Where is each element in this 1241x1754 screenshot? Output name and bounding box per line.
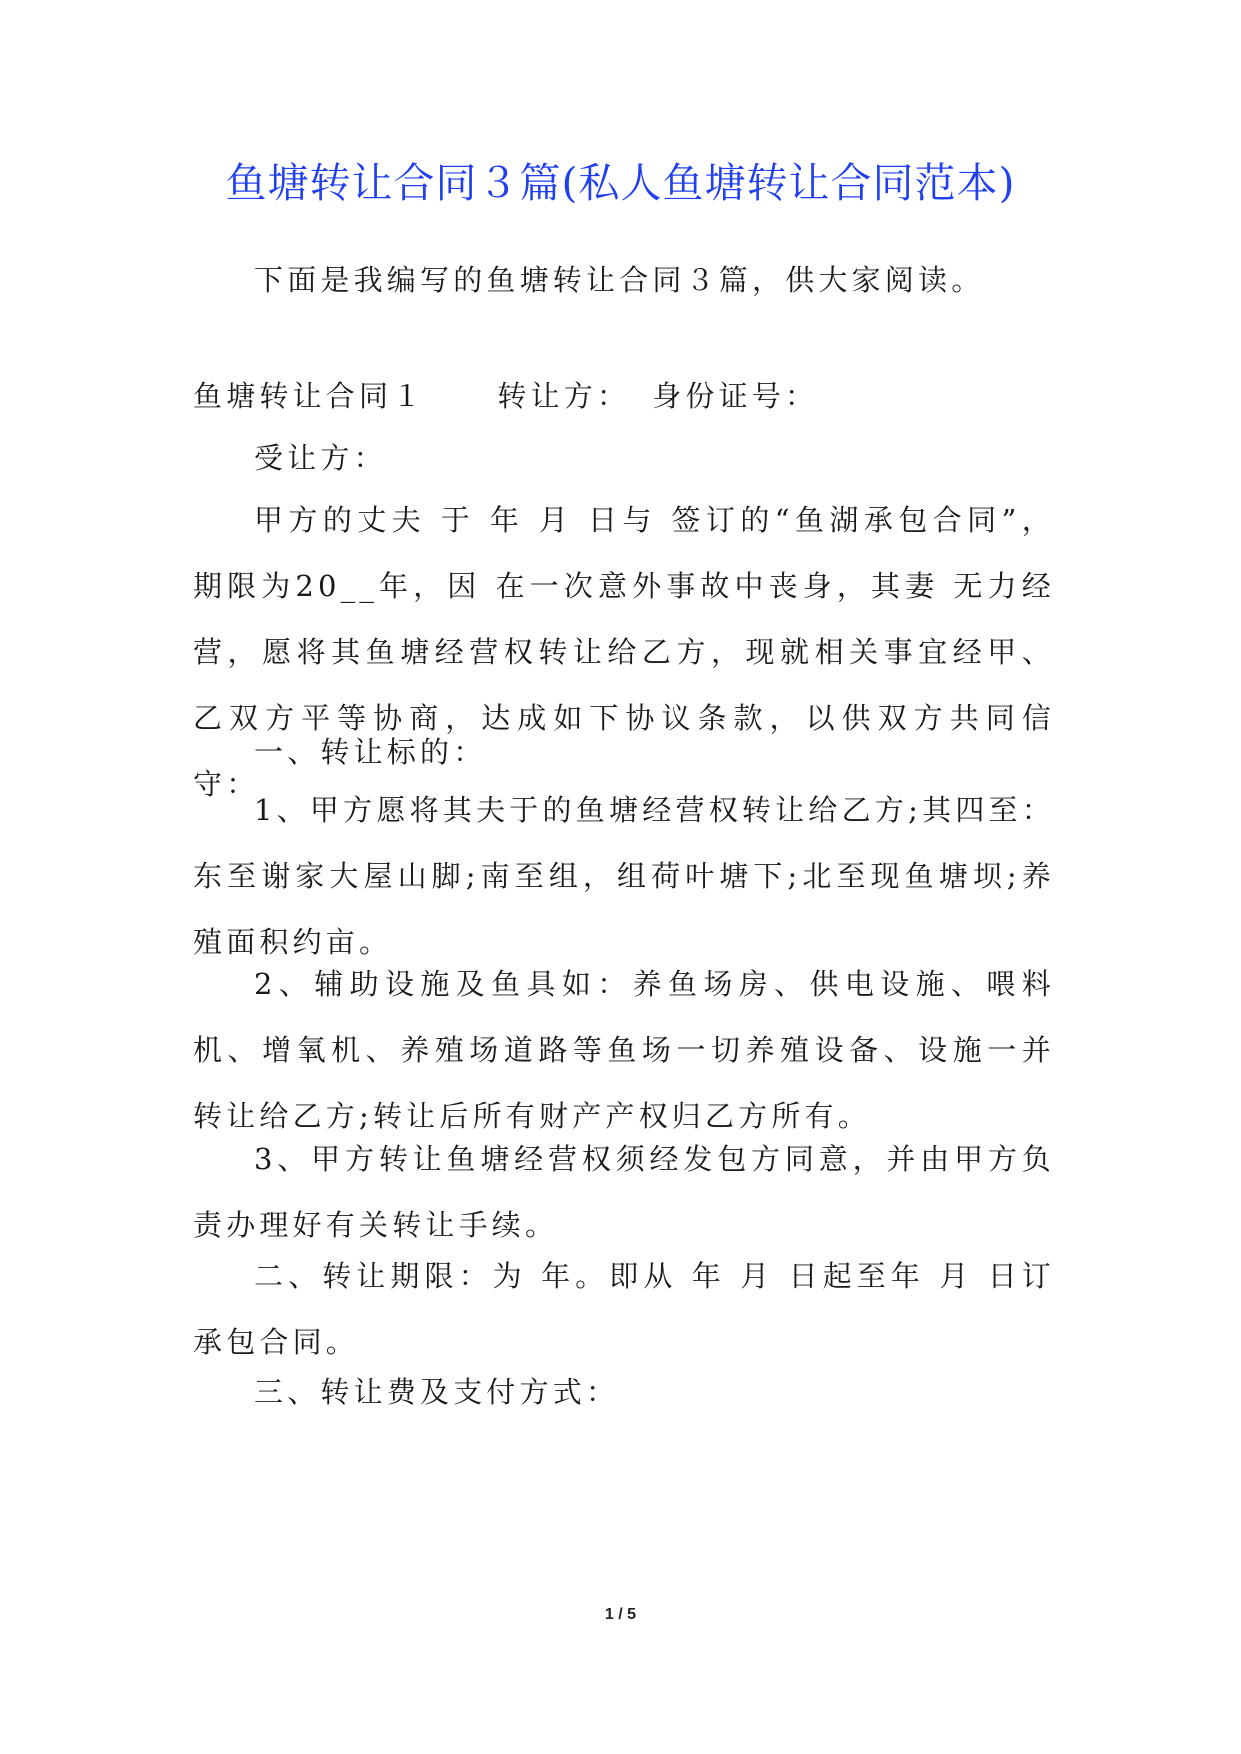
paragraph-preamble: 甲方的丈夫 于 年 月 日与 签订的“鱼湖承包合同”，期限为20__年，因 在一次意外事故中丧身，其妻 无力经营，愿将其鱼塘经营权转让给乙方，现就相关事宜经甲、乙双方平等协商，达成如下协议条款，以供双方共同信守： xyxy=(193,503,1055,801)
clause-2: 2、辅助设施及鱼具如：养鱼场房、供电设施、喂料机、增氧机、养殖场道路等鱼场一切养殖设备、设施一并转让给乙方;转让后所有财产产权归乙方所有。 xyxy=(193,967,1055,1133)
transferee-label: 受让方： xyxy=(254,441,387,475)
section-heading-transfer-fee: 三、转让费及支付方式： xyxy=(254,1375,620,1409)
intro-paragraph: 下面是我编写的鱼塘转让合同３篇，供大家阅读。 xyxy=(254,263,985,297)
clause-3: 3、甲方转让鱼塘经营权须经发包方同意，并由甲方负责办理好有关转让手续。 xyxy=(193,1142,1055,1242)
section-heading-transfer-period: 二、转让期限：为 年。即从 年 月 日起至年 月 日订承包合同。 xyxy=(193,1259,1055,1359)
document-title: 鱼塘转让合同３篇(私人鱼塘转让合同范本) xyxy=(225,159,1016,207)
section-heading-transfer-subject: 一、转让标的： xyxy=(254,735,487,769)
contract-heading: 鱼塘转让合同１ xyxy=(193,379,426,413)
page-number: 1 / 5 xyxy=(604,1606,637,1623)
clause-1: 1、甲方愿将其夫于的鱼塘经营权转让给乙方;其四至：东至谢家大屋山脚;南至组，组荷叶塘下;北至现鱼塘坝;养殖面积约亩。 xyxy=(193,793,1055,959)
transferor-label: 转让方： xyxy=(497,379,631,413)
contract-heading-line xyxy=(193,363,1055,429)
id-number-label: 身份证号： xyxy=(652,379,819,413)
